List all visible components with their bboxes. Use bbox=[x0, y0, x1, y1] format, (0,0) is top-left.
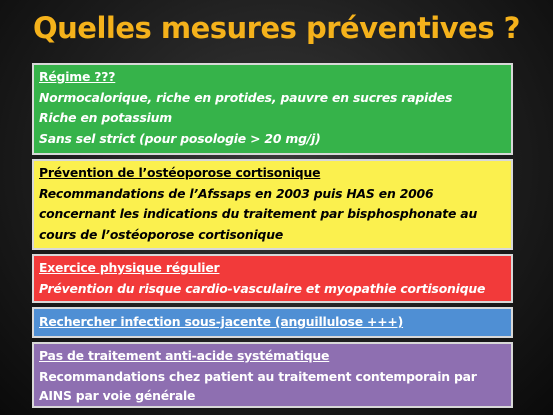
osteoporose-box bbox=[32, 159, 513, 250]
regime-line: Riche en potassium bbox=[39, 110, 173, 125]
infection-box bbox=[32, 307, 513, 338]
regime-box bbox=[32, 63, 513, 155]
osteoporose-heading: Prévention de l’ostéoporose cortisonique bbox=[39, 165, 321, 180]
slide-title: Quelles mesures préventives ? bbox=[33, 11, 520, 45]
osteoporose-line: concernant les indications du traitement par bisphosphonate au bbox=[39, 206, 478, 221]
regime-line: Sans sel strict (pour posologie > 20 mg/j) bbox=[39, 130, 321, 146]
osteoporose-line: cours de l’ostéoporose cortisonique bbox=[39, 226, 284, 242]
exercice-line: Prévention du risque cardio-vasculaire et myopathie cortisonique bbox=[39, 280, 486, 296]
regime-line: Normocalorique, riche en protides, pauvre en sucres rapides bbox=[39, 89, 453, 105]
osteoporose-line: Recommandations de l’Afssaps en 2003 puis HAS en 2006 bbox=[39, 185, 434, 201]
regime-heading: Régime ??? bbox=[39, 69, 116, 84]
anti-acide-box bbox=[32, 342, 513, 408]
anti-acide-line: AINS par voie générale bbox=[39, 388, 196, 403]
exercice-heading: Exercice physique régulier bbox=[39, 260, 220, 275]
anti-acide-heading: Pas de traitement anti-acide systématique bbox=[39, 348, 330, 363]
anti-acide-line: Recommandations chez patient au traitement contemporain par bbox=[39, 368, 477, 384]
infection-heading: Rechercher infection sous-jacente (anguillulose +++) bbox=[39, 314, 404, 329]
exercice-box bbox=[32, 254, 513, 303]
